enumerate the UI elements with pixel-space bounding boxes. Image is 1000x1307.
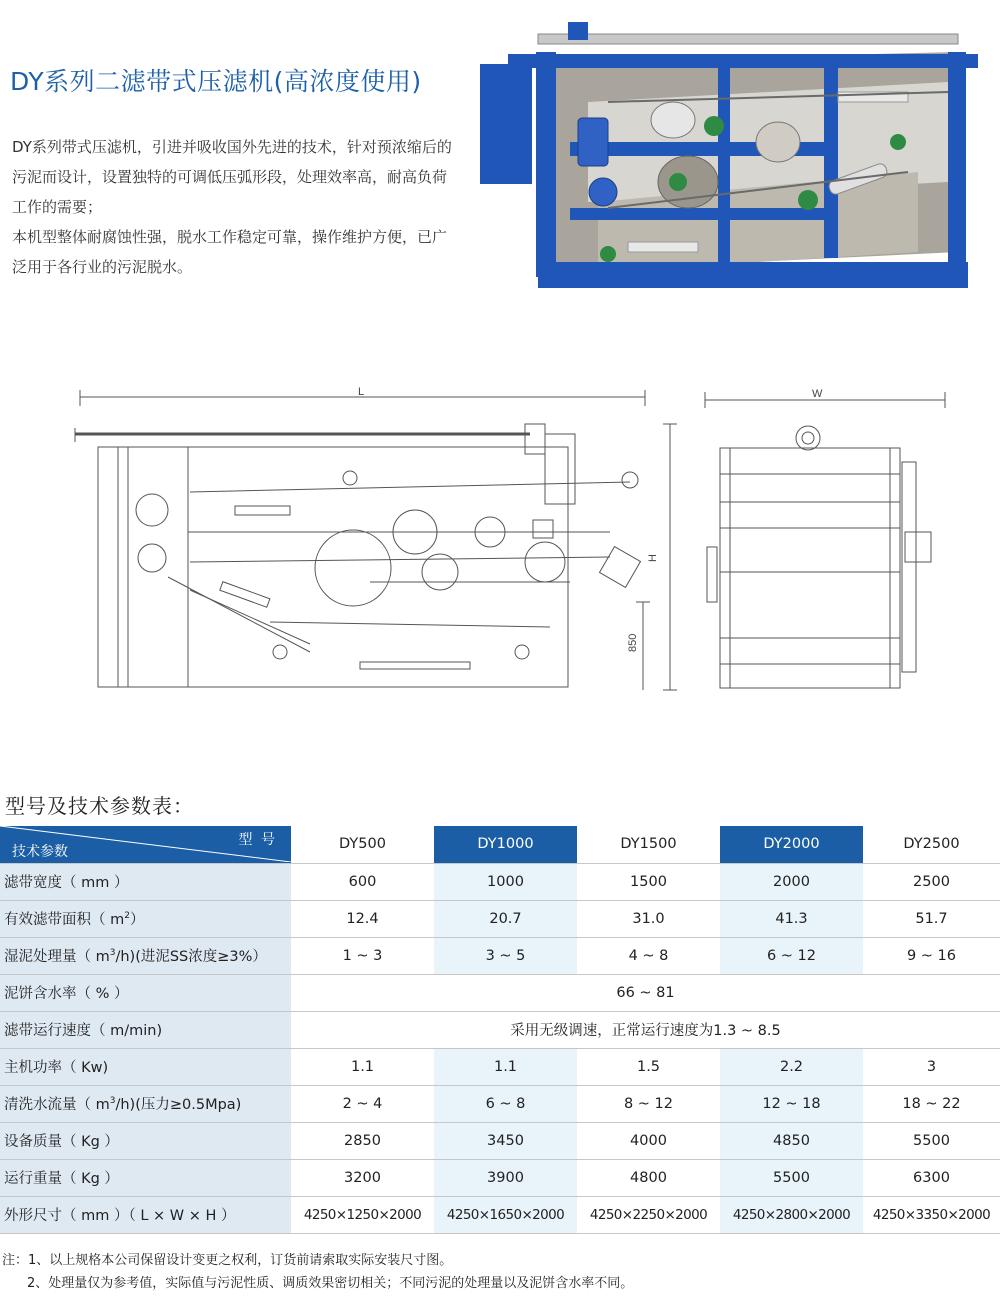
table-cell: 1.1 <box>350 1058 375 1075</box>
dimension-label-h: H <box>647 554 659 562</box>
table-cell: 4250×1250×2000 <box>303 1206 422 1223</box>
table-row <box>0 1196 1000 1233</box>
note-line: 2、处理量仅为参考值，实际值与污泥性质、调质效果密切相关；不同污泥的处理量以及泥饼含水率不同。 <box>27 1276 634 1291</box>
table-cell: 4250×2250×2000 <box>589 1206 708 1223</box>
table-cell: 4850 <box>720 1122 863 1159</box>
table-cell: 20.7 <box>434 900 577 937</box>
table-cell: 2.2 <box>720 1048 863 1085</box>
table-cell: 3 <box>926 1058 937 1075</box>
table-row <box>0 900 1000 937</box>
table-cell: 1.5 <box>636 1058 661 1075</box>
row-label: 泥饼含水率（ % ） <box>0 974 291 1011</box>
product-photo <box>478 22 990 296</box>
model-header: DY2000 <box>720 826 863 863</box>
row-label: 滤带运行速度（ m/min) <box>0 1011 291 1048</box>
table-corner-cell <box>0 826 291 863</box>
spec-table <box>0 826 1000 1234</box>
table-cell: 2000 <box>720 863 863 900</box>
technical-drawings <box>70 382 990 702</box>
model-header: DY1500 <box>577 826 720 863</box>
intro-paragraph: 本机型整体耐腐蚀性强，脱水工作稳定可靠，操作维护方便，已广泛用于各行业的污泥脱水。 <box>12 228 448 276</box>
corner-model-label: 型 号 <box>238 832 277 848</box>
intro-text <box>12 132 457 282</box>
row-label: 清洗水流量（ $m^3/h$)(压力≥0.5Mpa) <box>0 1085 291 1122</box>
table-cell: 3450 <box>434 1122 577 1159</box>
table-cell: 6 ~ 12 <box>720 937 863 974</box>
table-row <box>0 937 1000 974</box>
table-cell: 12 ~ 18 <box>720 1085 863 1122</box>
table-row <box>0 1011 1000 1048</box>
table-row <box>0 1085 1000 1122</box>
table-cell-merged: 采用无级调速，正常运行速度为1.3 ~ 8.5 <box>510 1023 781 1039</box>
row-label: 设备质量（ Kg ） <box>0 1122 291 1159</box>
table-cell: 3200 <box>344 1169 381 1186</box>
table-cell: 6300 <box>913 1169 950 1186</box>
table-cell-merged: 66 ~ 81 <box>616 984 675 1001</box>
table-cell: 9 ~ 16 <box>906 947 957 964</box>
table-cell: 1 ~ 3 <box>342 947 383 964</box>
row-label: 滤带宽度（ mm ） <box>0 863 291 900</box>
model-header: DY2500 <box>863 826 1000 863</box>
table-cell: 3900 <box>434 1159 577 1196</box>
table-cell: 12.4 <box>346 910 379 927</box>
table-cell: 4000 <box>630 1132 667 1149</box>
table-title: 型号及技术参数表： <box>5 794 194 818</box>
table-cell: 8 ~ 12 <box>623 1095 674 1112</box>
table-cell: 2 ~ 4 <box>342 1095 383 1112</box>
row-label: 湿泥处理量（ $m^3/h$)(进泥SS浓度≥3%） <box>0 937 291 974</box>
row-label: 主机功率（ Kw) <box>0 1048 291 1085</box>
model-header: DY500 <box>291 826 434 863</box>
model-header: DY1000 <box>434 826 577 863</box>
table-cell: 31.0 <box>632 910 665 927</box>
table-cell: 2500 <box>913 873 950 890</box>
table-cell: 600 <box>348 873 377 890</box>
table-cell: 1.1 <box>434 1048 577 1085</box>
table-header-row <box>0 826 1000 863</box>
dimension-label-w: W <box>812 388 823 400</box>
table-cell: 1000 <box>434 863 577 900</box>
table-row <box>0 1048 1000 1085</box>
notes <box>2 1249 633 1295</box>
table-row <box>0 863 1000 900</box>
table-cell: 5500 <box>913 1132 950 1149</box>
table-cell: 4250×1650×2000 <box>434 1196 577 1233</box>
table-cell: 4250×2800×2000 <box>720 1196 863 1233</box>
table-cell: 5500 <box>720 1159 863 1196</box>
table-cell: 51.7 <box>915 910 948 927</box>
table-row <box>0 1122 1000 1159</box>
corner-param-label: 技术参数 <box>12 843 68 860</box>
row-label: 外形尺寸（ mm ）（ L × W × H ） <box>0 1196 291 1233</box>
table-cell: 4 ~ 8 <box>628 947 669 964</box>
table-cell: 18 ~ 22 <box>902 1095 961 1112</box>
table-cell: 6 ~ 8 <box>434 1085 577 1122</box>
note-line: 注：1、以上规格本公司保留设计变更之权利，订货前请索取实际安装尺寸图。 <box>2 1253 453 1268</box>
row-label: 有效滤带面积（ $m^2$） <box>0 900 291 937</box>
row-label: 运行重量（ Kg ） <box>0 1159 291 1196</box>
dimension-label-l: L <box>358 386 365 398</box>
table-cell: 41.3 <box>720 900 863 937</box>
table-cell: 4800 <box>630 1169 667 1186</box>
table-cell: 1500 <box>630 873 667 890</box>
table-row <box>0 1159 1000 1196</box>
page-title: DY系列二滤带式压滤机(高浓度使用) <box>10 67 422 96</box>
table-cell: 3 ~ 5 <box>434 937 577 974</box>
intro-paragraph: DY系列带式压滤机，引进并吸收国外先进的技术，针对预浓缩后的污泥而设计，设置独特的可调低压弧形段，处理效率高，耐高负荷工作的需要； <box>12 138 452 216</box>
table-row <box>0 974 1000 1011</box>
table-cell: 4250×3350×2000 <box>872 1206 991 1223</box>
table-cell: 2850 <box>344 1132 381 1149</box>
dimension-label-850: 850 <box>627 633 639 652</box>
